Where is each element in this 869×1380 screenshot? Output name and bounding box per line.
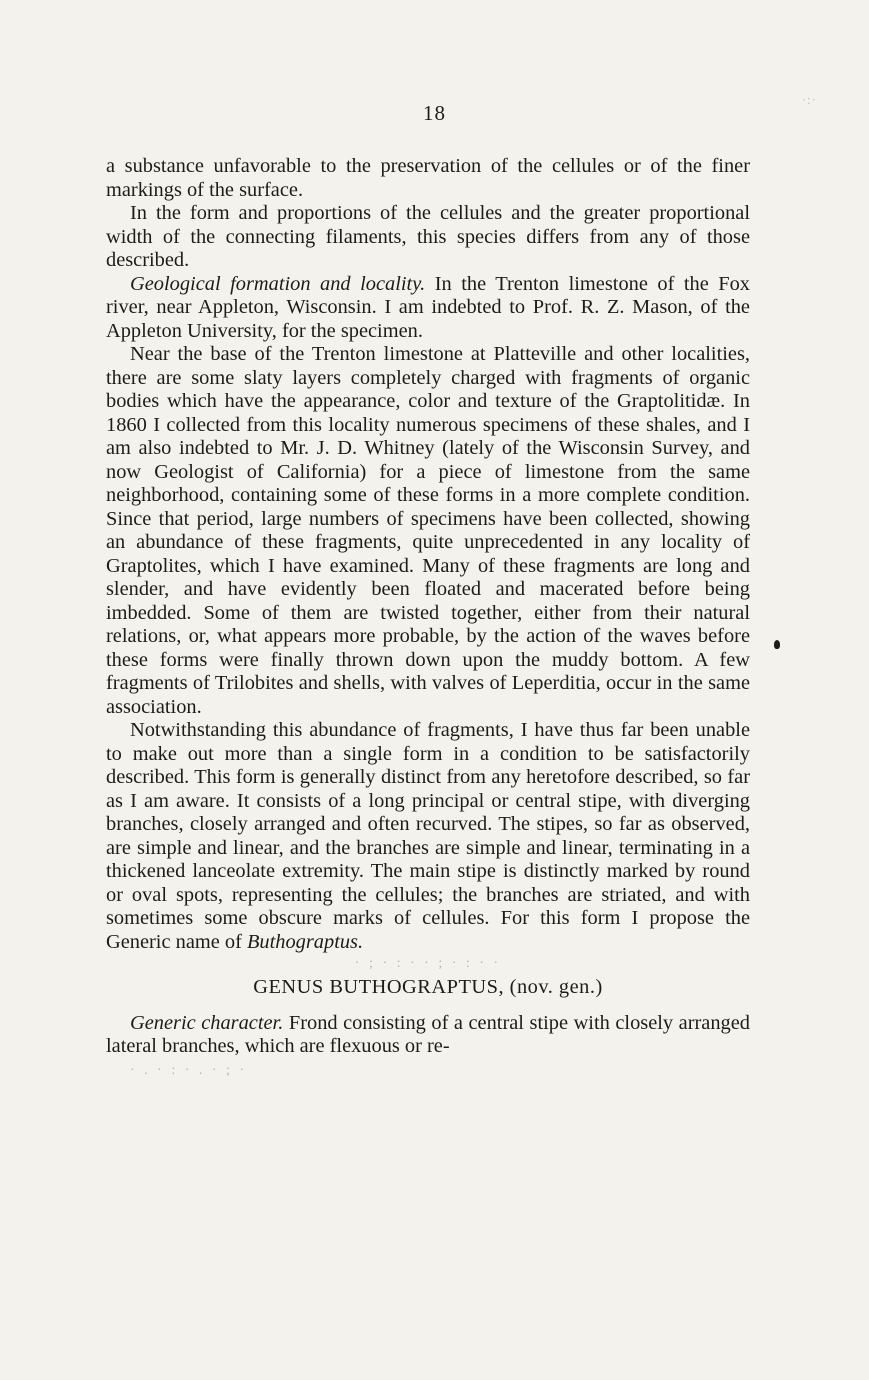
locality-label: Geological formation and locality. [130, 272, 426, 295]
corner-stain: ·:· [801, 92, 817, 107]
paragraph-new-form [106, 719, 750, 954]
bleed-through-line-bottom: · . · : · . · ; · [130, 1062, 248, 1077]
genus-heading: GENUS BUTHOGRAPTUS, (nov. gen.) [253, 976, 603, 998]
paragraph-platteville: Near the base of the Trenton limestone at Platteville and other localities, there are some slaty layers completely charged with fragments of organic bodies which have the appearance, color and texture of the Graptolitidæ. In 1860 I collected from this locality numerous specimens of these shales, and I am also indebted to Mr. J. D. Whitney (lately of the Wisconsin Survey, and now Geologist of California) for a piece of limestone from the same neighborhood, containing some of these forms in a more complete condition. Since that period, large numbers of specimens have been collected, showing an abundance of these fragments, quite unprecedented in any locality of Graptolites, which I have examined. Many of these fragments are long and slender, and have evidently been floated and macerated before being imbedded. Some of them are twisted together, either from their natural relations, or, what appears more probable, by the action of the waves before these forms were finally thrown down upon the muddy bottom. A few fragments of Trilobites and shells, with valves of Leperditia, occur in the same association. [106, 343, 750, 718]
ink-spot [774, 640, 780, 649]
paragraph-generic-character [106, 1012, 750, 1059]
bleed-through-line: · ; · : · · ; · : · · [354, 956, 502, 970]
body-text [106, 155, 750, 1077]
new-form-text: Notwithstanding this abundance of fragments, I have thus far been unable to make out more than a single form in a condition to be satisfactorily described. This form is generally distinct from any heretofore described, so far as I am aware. It consists of a long principal or central stipe, with diverging branches, closely arranged and often recurved. The stipes, so far as observed, are simple and linear, and the branches are simple and linear, terminating in a thickened lanceolate extremity. The main stipe is distinctly marked by round or oval spots, representing the cellules; the branches are striated, and with sometimes some obscure marks of cellules. For this form I propose the Generic name of [106, 719, 750, 953]
locality-text: In the Trenton limestone of the Fox river, near Appleton, Wisconsin. I am indebted to Prof. R. Z. Mason, of the Appleton University, for the specimen. [106, 272, 751, 342]
page-number: 18 [423, 101, 446, 125]
generic-character-label: Generic character. [130, 1011, 284, 1034]
generic-character-text: Frond consisting of a central stipe with closely arranged lateral branches, which are flexuous or re- [106, 1011, 750, 1057]
paragraph-continuation: a substance unfavorable to the preservation of the cellules or of the finer markings of the surface. [106, 155, 750, 201]
paragraph-locality [106, 273, 750, 344]
genus-name: Buthograptus. [246, 930, 364, 953]
paragraph-species-comparison: In the form and proportions of the cellules and the greater proportional width of the connecting filaments, this species differs from any of those described. [106, 202, 750, 271]
